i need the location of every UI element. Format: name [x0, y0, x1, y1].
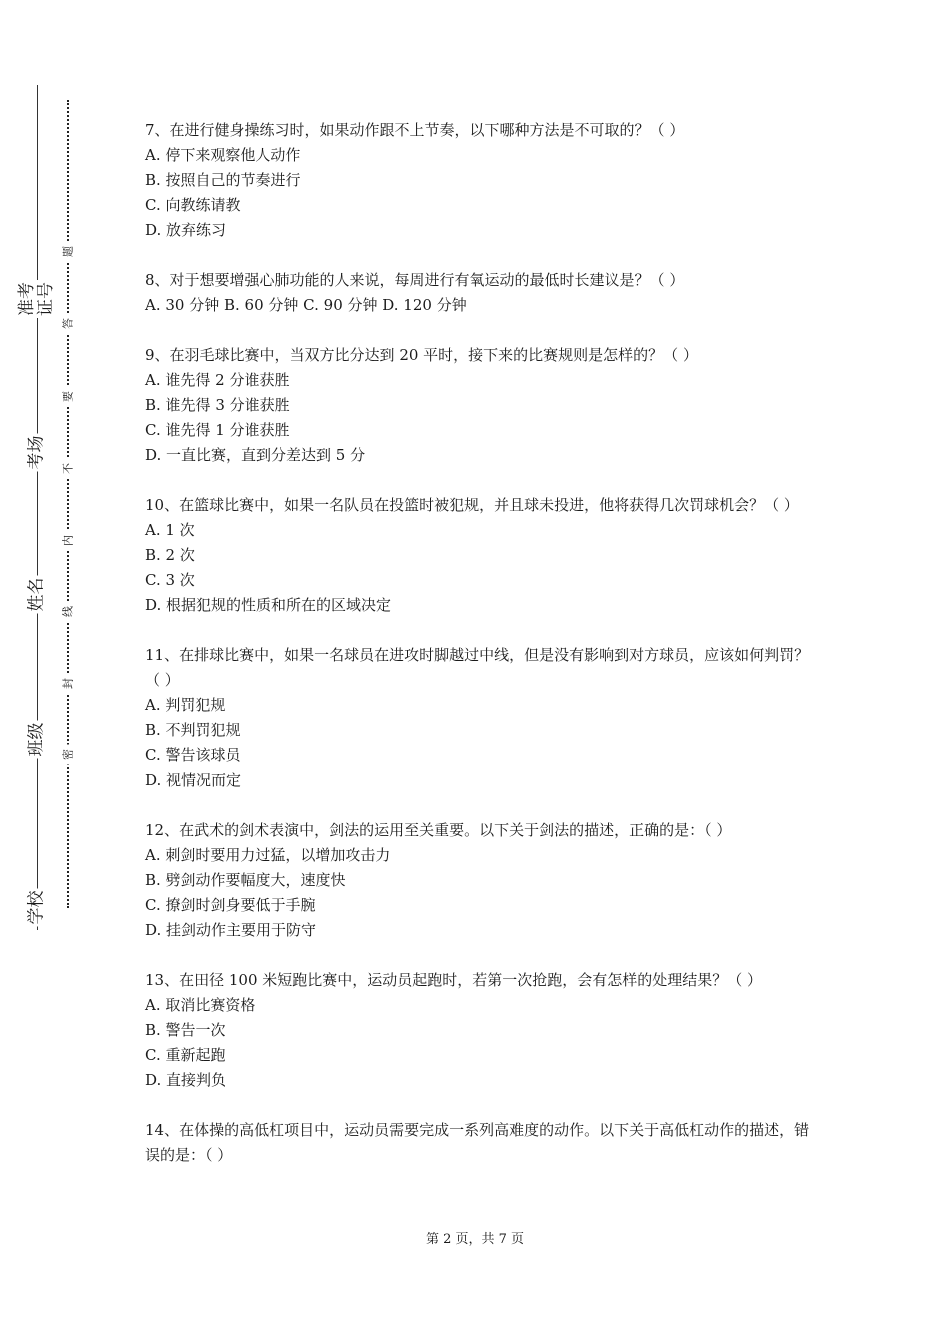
option-c: C. 撩剑时剑身要低于手腕 — [145, 896, 316, 914]
option-a: A. 刺剑时要用力过猛，以增加攻击力 — [145, 846, 391, 864]
field-school: 学校 — [26, 890, 47, 925]
question-stem: 14、在体操的高低杠项目中，运动员需要完成一系列高难度的动作。以下关于高低杠动作的描述，错误的是：（ ） — [145, 1121, 810, 1164]
option-d: D. 一直比赛，直到分差达到 5 分 — [145, 446, 366, 464]
options-inline: A. 30 分钟 B. 60 分钟 C. 90 分钟 D. 120 分钟 — [145, 296, 467, 314]
question-stem: 12、在武术的剑术表演中，剑法的运用至关重要。以下关于剑法的描述，正确的是：（ ） — [145, 821, 732, 839]
seal-char: 要 — [62, 387, 75, 407]
field-class: 班级 — [26, 722, 47, 757]
field-name: 姓名 — [26, 577, 47, 612]
option-b: B. 警告一次 — [145, 1021, 226, 1039]
option-c: C. 重新起跑 — [145, 1046, 226, 1064]
option-c: C. 向教练请教 — [145, 196, 241, 214]
option-b: B. 劈剑动作要幅度大，速度快 — [145, 871, 346, 889]
question-stem: 11、在排球比赛中，如果一名球员在进攻时脚越过中线，但是没有影响到对方球员，应该如何判罚？（ ） — [145, 646, 810, 689]
question-8 — [145, 268, 815, 318]
seal-char: 不 — [62, 459, 75, 479]
option-b: B. 2 次 — [145, 546, 195, 564]
binding-margin — [0, 0, 110, 1344]
question-stem: 9、在羽毛球比赛中，当双方比分达到 20 平时，接下来的比赛规则是怎样的？（ ） — [145, 346, 698, 364]
option-c: C. 警告该球员 — [145, 746, 241, 764]
option-b: B. 不判罚犯规 — [145, 721, 241, 739]
option-d: D. 挂剑动作主要用于防守 — [145, 921, 317, 939]
question-13 — [145, 968, 815, 1093]
option-d: D. 放弃练习 — [145, 221, 227, 239]
question-11 — [145, 643, 815, 793]
option-d: D. 直接判负 — [145, 1071, 227, 1089]
question-stem: 13、在田径 100 米短跑比赛中，运动员起跑时，若第一次抢跑，会有怎样的处理结果？（ ） — [145, 971, 763, 989]
seal-char: 内 — [62, 531, 75, 551]
option-b: B. 按照自己的节奏进行 — [145, 171, 301, 189]
option-d: D. 根据犯规的性质和所在的区域决定 — [145, 596, 392, 614]
question-14 — [145, 1118, 815, 1168]
question-9 — [145, 343, 815, 468]
option-c: C. 谁先得 1 分谁获胜 — [145, 421, 290, 439]
field-exam-id: 准考证号 — [17, 282, 56, 316]
seal-char: 封 — [62, 674, 75, 694]
question-10 — [145, 493, 815, 618]
question-stem: 8、对于想要增强心肺功能的人来说，每周进行有氧运动的最低时长建议是？（ ） — [145, 271, 685, 289]
option-d: D. 视情况而定 — [145, 771, 242, 789]
question-7 — [145, 118, 815, 243]
option-b: B. 谁先得 3 分谁获胜 — [145, 396, 290, 414]
option-a: A. 谁先得 2 分谁获胜 — [145, 371, 290, 389]
page-footer: 第 2 页，共 7 页 — [425, 1232, 525, 1247]
seal-char: 线 — [62, 602, 75, 622]
option-a: A. 取消比赛资格 — [145, 996, 256, 1014]
seal-char: 密 — [62, 745, 75, 765]
question-list — [145, 118, 815, 1193]
seal-char: 答 — [62, 314, 75, 334]
option-a: A. 停下来观察他人动作 — [145, 146, 301, 164]
field-exam-room: 考场 — [26, 435, 47, 470]
option-a: A. 1 次 — [145, 521, 195, 539]
seal-dotted-line — [67, 100, 69, 908]
question-stem: 10、在篮球比赛中，如果一名队员在投篮时被犯规，并且球未投进，他将获得几次罚球机会？（ ） — [145, 496, 799, 514]
margin-solid-line — [37, 85, 38, 930]
option-a: A. 判罚犯规 — [145, 696, 226, 714]
question-12 — [145, 818, 815, 943]
question-stem: 7、在进行健身操练习时，如果动作跟不上节奏，以下哪种方法是不可取的？（ ） — [145, 121, 685, 139]
seal-char: 题 — [62, 242, 75, 262]
option-c: C. 3 次 — [145, 571, 195, 589]
